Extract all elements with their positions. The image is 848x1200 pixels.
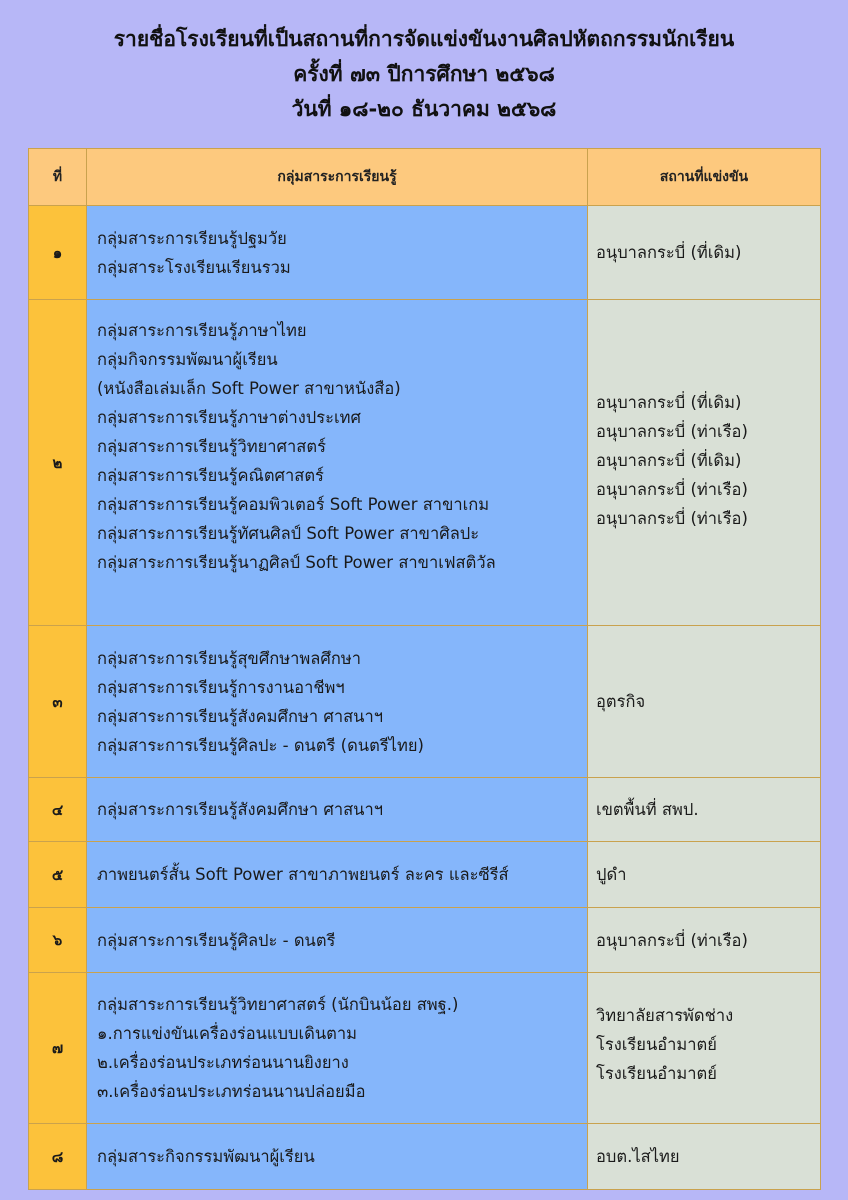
venue-cell [588, 626, 821, 778]
header-no: ที่ [29, 149, 87, 206]
row-number: ๑ [29, 206, 87, 300]
subject-line: กลุ่มสาระการเรียนรู้ทัศนศิลป์ Soft Power สาขาศิลปะ [97, 524, 480, 543]
subject-line: ภาพยนตร์สั้น Soft Power สาขาภาพยนตร์ ละคร และซีรีส์ [97, 865, 509, 884]
subject-line: กลุ่มสาระการเรียนรู้ภาษาต่างประเทศ [97, 408, 361, 427]
subject-line: ๑.การแข่งขันเครื่องร่อนแบบเดินตาม [97, 1024, 357, 1043]
table-row [29, 626, 821, 778]
venue-line: อนุบาลกระบี่ (ท่าเรือ) [596, 509, 748, 528]
row-number: ๘ [29, 1124, 87, 1190]
venue-line: โรงเรียนอำมาตย์ [596, 1064, 717, 1083]
venue-cell [588, 842, 821, 908]
subject-line: กลุ่มสาระการเรียนรู้วิทยาศาสตร์ (นักบินน้อย สพฐ.) [97, 995, 459, 1014]
header-subject: กลุ่มสาระการเรียนรู้ [87, 149, 588, 206]
venue-line: อบต.ไสไทย [596, 1147, 680, 1166]
subject-line: กลุ่มกิจกรรมพัฒนาผู้เรียน [97, 350, 278, 369]
table-row [29, 778, 821, 842]
subject-cell [87, 1124, 588, 1190]
venue-line: โรงเรียนอำมาตย์ [596, 1035, 717, 1054]
row-number: ๓ [29, 626, 87, 778]
title-line-1: รายชื่อโรงเรียนที่เป็นสถานที่การจัดแข่งขันงานศิลปหัตถกรรมนักเรียน [113, 27, 735, 51]
subject-line: กลุ่มสาระการเรียนรู้ภาษาไทย [97, 321, 307, 340]
subject-cell [87, 908, 588, 973]
venue-line: อนุบาลกระบี่ (ที่เดิม) [596, 451, 742, 470]
table-row [29, 973, 821, 1124]
venue-line: อนุบาลกระบี่ (ที่เดิม) [596, 393, 742, 412]
table-row [29, 908, 821, 973]
title-line-3: วันที่ ๑๘-๒๐ ธันวาคม ๒๕๖๘ [291, 97, 557, 121]
subject-line: กลุ่มสาระการเรียนรู้นาฏศิลป์ Soft Power สาขาเฟสติวัล [97, 553, 496, 572]
title-line-2: ครั้งที่ ๗๓ ปีการศึกษา ๒๕๖๘ [293, 62, 555, 86]
venue-line: ปูดำ [596, 865, 627, 884]
subject-line: กลุ่มสาระการเรียนรู้ศิลปะ - ดนตรี (ดนตรีไทย) [97, 735, 424, 755]
venue-table [28, 148, 821, 1190]
table-row [29, 1124, 821, 1190]
subject-cell [87, 206, 588, 300]
page-header [0, 0, 848, 140]
row-number: ๗ [29, 973, 87, 1124]
venue-line: อนุบาลกระบี่ (ท่าเรือ) [596, 480, 748, 499]
subject-line: กลุ่มสาระการเรียนรู้การงานอาชีพฯ [97, 677, 345, 697]
table-row [29, 842, 821, 908]
subject-line: ๒.เครื่องร่อนประเภทร่อนนานยิงยาง [97, 1053, 349, 1072]
subject-cell [87, 778, 588, 842]
subject-line: กลุ่มสาระการเรียนรู้ศิลปะ - ดนตรี [97, 930, 336, 950]
subject-line: กลุ่มสาระการเรียนรู้คณิตศาสตร์ [97, 466, 324, 485]
venue-line: อนุบาลกระบี่ (ท่าเรือ) [596, 930, 748, 950]
venue-cell [588, 206, 821, 300]
venue-line: เขตพื้นที่ สพป. [596, 800, 699, 819]
subject-cell [87, 842, 588, 908]
venue-cell [588, 908, 821, 973]
table-header-row [29, 149, 821, 206]
row-number: ๔ [29, 778, 87, 842]
subject-line: กลุ่มสาระการเรียนรู้สุขศึกษาพลศึกษา [97, 648, 362, 668]
header-venue: สถานที่แข่งขัน [588, 149, 821, 206]
subject-line: กลุ่มสาระกิจกรรมพัฒนาผู้เรียน [97, 1147, 315, 1166]
venue-line: อนุบาลกระบี่ (ที่เดิม) [596, 243, 742, 262]
table-row [29, 206, 821, 300]
subject-line: ๓.เครื่องร่อนประเภทร่อนนานปล่อยมือ [97, 1082, 366, 1101]
venue-cell [588, 973, 821, 1124]
subject-cell [87, 300, 588, 626]
subject-line: กลุ่มสาระการเรียนรู้คอมพิวเตอร์ Soft Power สาขาเกม [97, 495, 490, 514]
row-number: ๖ [29, 908, 87, 973]
subject-line: กลุ่มสาระการเรียนรู้วิทยาศาสตร์ [97, 437, 326, 456]
subject-cell [87, 626, 588, 778]
venue-cell [588, 300, 821, 626]
subject-line: กลุ่มสาระการเรียนรู้ปฐมวัย [97, 228, 287, 248]
venue-line: อุตรกิจ [596, 692, 646, 711]
row-number: ๕ [29, 842, 87, 908]
subject-line: กลุ่มสาระโรงเรียนเรียนรวม [97, 257, 291, 277]
subject-line: กลุ่มสาระการเรียนรู้สังคมศึกษา ศาสนาฯ [97, 706, 383, 726]
venue-cell [588, 778, 821, 842]
row-number: ๒ [29, 300, 87, 626]
subject-cell [87, 973, 588, 1124]
table-row [29, 300, 821, 626]
venue-line: อนุบาลกระบี่ (ท่าเรือ) [596, 422, 748, 441]
venue-cell [588, 1124, 821, 1190]
subject-line: (หนังสือเล่มเล็ก Soft Power สาขาหนังสือ) [97, 379, 401, 398]
subject-line: กลุ่มสาระการเรียนรู้สังคมศึกษา ศาสนาฯ [97, 800, 383, 819]
venue-line: วิทยาลัยสารพัดช่าง [596, 1006, 734, 1025]
